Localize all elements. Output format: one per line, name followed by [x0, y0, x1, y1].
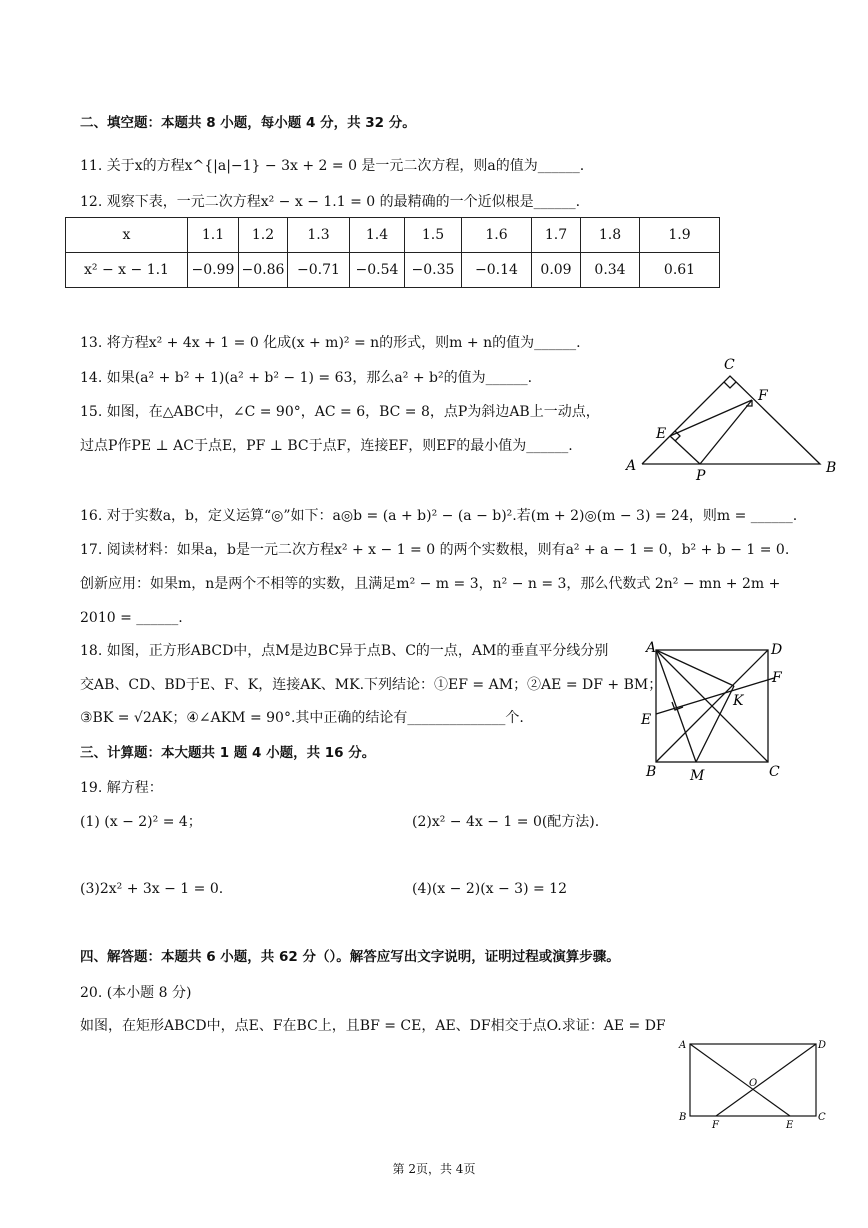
table-cell: −0.35: [405, 253, 462, 288]
question-18-line1: 18. 如图，正方形ABCD中，点M是边BC异于点B、C的一点，AM的垂直平分线分别: [80, 643, 609, 659]
table-cell: 1.5: [405, 218, 462, 253]
question-19-part1: (1) (x − 2)² = 4；: [80, 814, 202, 830]
table-cell: −0.86: [239, 253, 288, 288]
label-B: B: [826, 460, 837, 476]
question-16: 16. 对于实数a，b，定义运算“◎”如下：a◎b = (a + b)² − (a − b)².若(m + 2)◎(m − 3) = 24，则m = ______.: [80, 508, 798, 524]
label-F: F: [772, 670, 782, 686]
label-E: E: [656, 426, 667, 442]
table-cell: 0.34: [581, 253, 640, 288]
table-header-x: x: [66, 218, 188, 253]
question-19: 19. 解方程：: [80, 780, 163, 796]
table-cell: 1.8: [581, 218, 640, 253]
table-cell: −0.54: [350, 253, 405, 288]
question-20-header: 20. (本小题 8 分): [80, 985, 192, 1001]
section-2-heading: 二、填空题：本题共 8 小题，每小题 4 分，共 32 分。: [80, 115, 416, 131]
table-cell: 1.9: [640, 218, 720, 253]
table-cell: 1.1: [188, 218, 239, 253]
label-F: F: [712, 1120, 719, 1131]
table-cell: −0.14: [462, 253, 532, 288]
label-C: C: [818, 1112, 826, 1123]
value-table: [65, 217, 720, 288]
question-20-text: 如图，在矩形ABCD中，点E、F在BC上，且BF = CE，AE、DF相交于点O.求证：AE = DF: [80, 1018, 666, 1034]
figure-18-square: [638, 638, 788, 786]
question-19-part3: (3)2x² + 3x − 1 = 0.: [80, 881, 224, 897]
label-D: D: [818, 1040, 827, 1051]
table-row: [66, 253, 720, 288]
question-18-line2: 交AB、CD、BD于E、F、K，连接AK、MK.下列结论：①EF = AM；②AE = DF + BM；: [80, 677, 663, 693]
table-cell: −0.99: [188, 253, 239, 288]
table-cell: 1.6: [462, 218, 532, 253]
question-17-line3: 2010 = ______.: [80, 610, 183, 626]
table-cell: 1.7: [532, 218, 581, 253]
table-cell: −0.71: [288, 253, 350, 288]
table-cell: 0.61: [640, 253, 720, 288]
question-19-part2: (2)x² − 4x − 1 = 0(配方法).: [412, 814, 600, 830]
table-cell: 1.2: [239, 218, 288, 253]
table-header-expr: x² − x − 1.1: [66, 253, 188, 288]
question-14: 14. 如果(a² + b² + 1)(a² + b² − 1) = 63，那么a² + b²的值为______.: [80, 370, 533, 386]
question-19-part4: (4)(x − 2)(x − 3) = 12: [412, 881, 567, 897]
section-4-heading: 四、解答题：本题共 6 小题，共 62 分（）。解答应写出文字说明，证明过程或演算步骤。: [80, 949, 620, 965]
label-D: D: [771, 642, 783, 658]
question-15-line2: 过点P作PE ⊥ AC于点E，PF ⊥ BC于点F，连接EF，则EF的最小值为______.: [80, 438, 573, 454]
table-cell: 1.3: [288, 218, 350, 253]
question-12: 12. 观察下表，一元二次方程x² − x − 1.1 = 0 的最精确的一个近似根是______.: [80, 194, 581, 210]
label-M: M: [690, 768, 705, 784]
label-A: A: [646, 640, 657, 656]
question-18-line3: ③BK = √2AK；④∠AKM = 90°.其中正确的结论有______________个.: [80, 710, 524, 726]
question-11: 11. 关于x的方程x^{|a|−1} − 3x + 2 = 0 是一元二次方程，则a的值为______.: [80, 158, 585, 174]
section-3-heading: 三、计算题：本大题共 1 题 4 小题，共 16 分。: [80, 745, 376, 761]
label-E: E: [786, 1120, 794, 1131]
page-footer: 第 2页，共 4页: [392, 1162, 476, 1176]
label-B: B: [646, 764, 657, 780]
label-A: A: [679, 1040, 687, 1051]
question-13: 13. 将方程x² + 4x + 1 = 0 化成(x + m)² = n的形式，则m + n的值为______.: [80, 335, 581, 351]
label-B: B: [679, 1112, 687, 1123]
label-A: A: [626, 458, 637, 474]
label-F: F: [758, 388, 768, 404]
label-P: P: [696, 468, 706, 482]
figure-15-triangle: [620, 352, 845, 482]
label-K: K: [733, 693, 744, 709]
label-E: E: [641, 712, 652, 728]
question-17-line2: 创新应用：如果m，n是两个不相等的实数，且满足m² − m = 3，n² − n = 3，那么代数式 2n² − mn + 2m +: [80, 576, 781, 592]
table-row: [66, 218, 720, 253]
table-cell: 1.4: [350, 218, 405, 253]
label-O: O: [749, 1078, 758, 1089]
label-C: C: [724, 357, 735, 373]
question-17-line1: 17. 阅读材料：如果a，b是一元二次方程x² + x − 1 = 0 的两个实数根，则有a² + a − 1 = 0，b² + b − 1 = 0.: [80, 542, 790, 558]
table-cell: 0.09: [532, 253, 581, 288]
figure-20-rectangle: [676, 1034, 831, 1132]
label-C: C: [769, 764, 780, 780]
question-15-line1: 15. 如图，在△ABC中，∠C = 90°，AC = 6，BC = 8，点P为斜边AB上一动点，: [80, 404, 600, 420]
